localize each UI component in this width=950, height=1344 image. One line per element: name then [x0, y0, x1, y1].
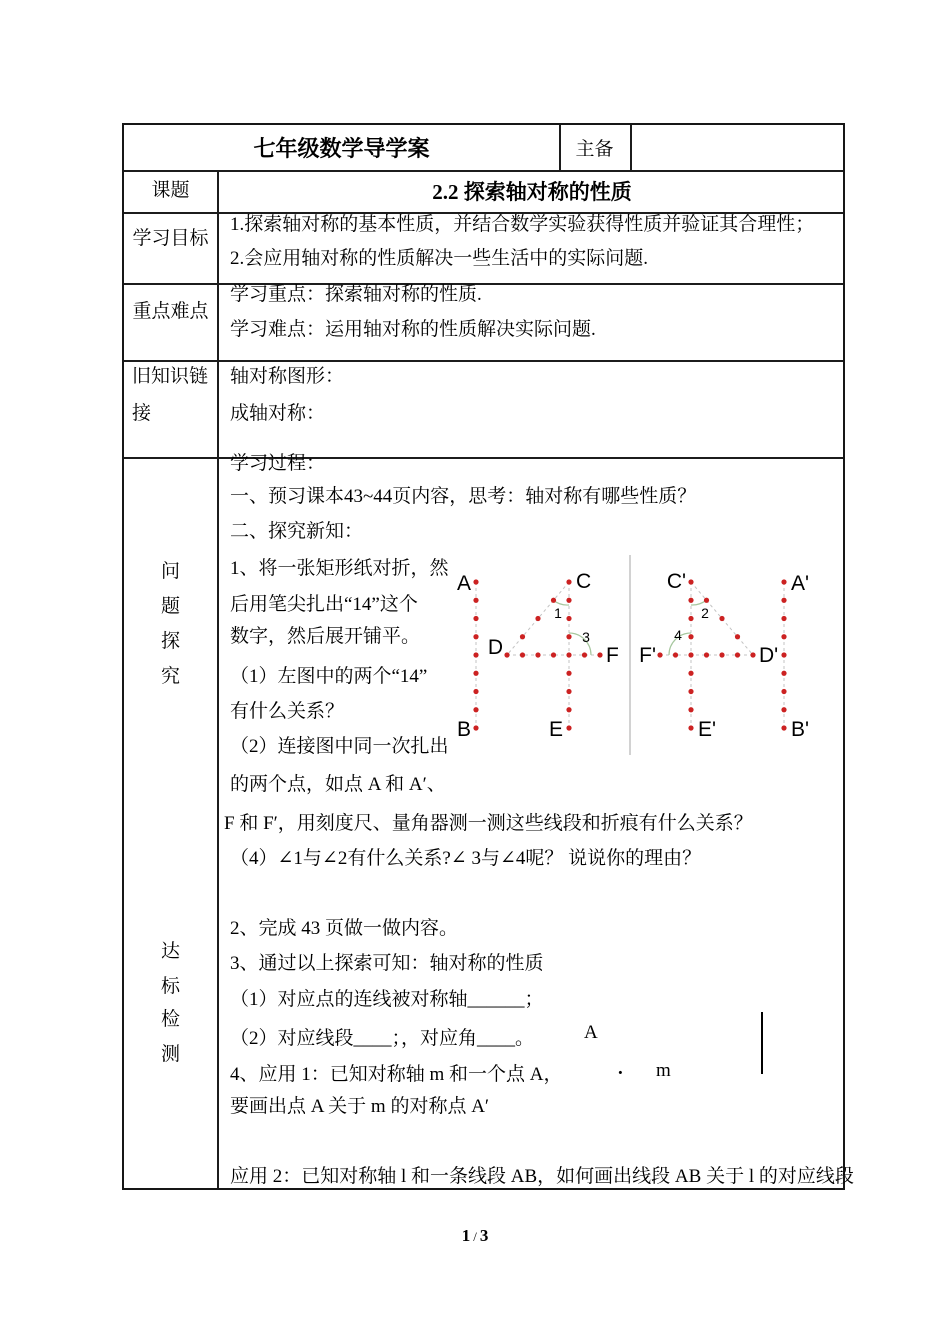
angle-label-2: 2: [701, 605, 709, 621]
page-separator: /: [473, 1229, 477, 1244]
text-line: 1、将一张矩形纸对折，然: [230, 558, 449, 579]
text-line: 应用 2：已知对称轴 l 和一条线段 AB，如何画出线段 AB 关于 l 的对应线段: [230, 1166, 854, 1187]
prior-label-line2: 接: [132, 403, 152, 424]
page-footer: [0, 1226, 950, 1246]
text-line: 一、预习课本43~44页内容，思考：轴对称有哪些性质？: [230, 486, 697, 507]
text-line: 3、通过以上探索可知：轴对称的性质: [230, 953, 544, 974]
text-line: （1）对应点的连线被对称轴______；: [230, 989, 544, 1010]
side-label-exploration: 问: [160, 561, 180, 582]
text-line: 要画出点 A 关于 m 的对称点 A′: [230, 1096, 490, 1117]
text-line: 数字，然后展开铺平。: [230, 626, 421, 647]
topic-label: 课题: [151, 180, 190, 201]
angle-label-4: 4: [674, 627, 682, 643]
side-label-assessment: 标: [160, 976, 180, 997]
text-line: （2）对应线段____；，对应角____。: [230, 1028, 535, 1049]
point-label-C: C: [576, 570, 592, 593]
angle-label-3: 3: [582, 629, 590, 645]
page-total: 3: [479, 1226, 489, 1245]
prior-label-line1: 旧知识链: [132, 366, 209, 387]
app1-point-dot: .: [618, 1058, 623, 1079]
text-line: （1）左图中的两个“14”: [230, 666, 428, 687]
point-label-E: E: [548, 718, 563, 741]
app1-point-A-label: A: [584, 1022, 598, 1043]
focus-line: 学习重点：探索轴对称的性质.: [230, 284, 482, 305]
symmetry-figure: [453, 546, 823, 761]
point-label-D-prime: D': [759, 644, 779, 667]
topic-value: 2.2 探索轴对称的性质: [432, 180, 632, 204]
point-label-A: A: [456, 572, 471, 595]
prior-line: 成轴对称：: [230, 403, 326, 424]
app1-axis-m-label: m: [656, 1060, 671, 1081]
text-line: 后用笔尖扎出“14”这个: [230, 594, 418, 615]
text-line: 4、应用 1：已知对称轴 m 和一个点 A，: [230, 1064, 563, 1085]
focus-label: 重点难点: [132, 301, 209, 322]
point-label-B-prime: B': [791, 718, 810, 741]
text-line: 二、探究新知：: [230, 521, 364, 542]
point-label-F-prime: F': [639, 644, 656, 667]
prior-line: 轴对称图形：: [230, 366, 345, 387]
prepared-by-value: [630, 125, 847, 170]
side-label-assessment: 检: [160, 1009, 180, 1030]
text-line: （4）∠1与∠2有什么关系?∠ 3与∠4呢？ 说说你的理由？: [230, 848, 702, 869]
side-label-exploration: 究: [160, 666, 180, 687]
text-line: 的两个点，如点 A 和 A′、: [230, 774, 446, 795]
row-divider: [124, 360, 843, 362]
focus-line: 学习难点：运用轴对称的性质解决实际问题.: [230, 319, 596, 340]
point-label-E-prime: E': [698, 718, 717, 741]
prepared-by-label: 主备: [575, 139, 614, 160]
page-number: 1: [461, 1226, 471, 1245]
side-label-assessment: 达: [160, 941, 180, 962]
text-line: 2、完成 43 页做一做内容。: [230, 918, 459, 939]
goals-line: 2.会应用轴对称的性质解决一些生活中的实际问题.: [230, 248, 649, 269]
point-label-A-prime: A': [791, 572, 810, 595]
side-label-exploration: 探: [160, 631, 180, 652]
label-column-divider: [217, 170, 219, 1188]
text-line: （2）连接图中同一次扎出: [230, 736, 449, 757]
text-line: 学习过程：: [230, 453, 326, 474]
point-label-F: F: [606, 644, 619, 667]
app1-axis-line: [761, 1012, 763, 1074]
side-label-assessment: 测: [160, 1044, 180, 1065]
goals-line: 1.探索轴对称的基本性质，并结合数学实验获得性质并验证其合理性；: [230, 214, 815, 235]
side-label-exploration: 题: [160, 596, 180, 617]
point-label-C-prime: C': [666, 570, 686, 593]
document-title: 七年级数学导学案: [253, 136, 430, 161]
point-label-B: B: [456, 718, 471, 741]
text-line: 有什么关系？: [230, 701, 345, 722]
point-label-D: D: [487, 636, 503, 659]
goals-label: 学习目标: [132, 228, 209, 249]
text-line: F 和 F′，用刻度尺、量角器测一测这些线段和折痕有什么关系？: [224, 813, 753, 834]
angle-label-1: 1: [554, 605, 562, 621]
